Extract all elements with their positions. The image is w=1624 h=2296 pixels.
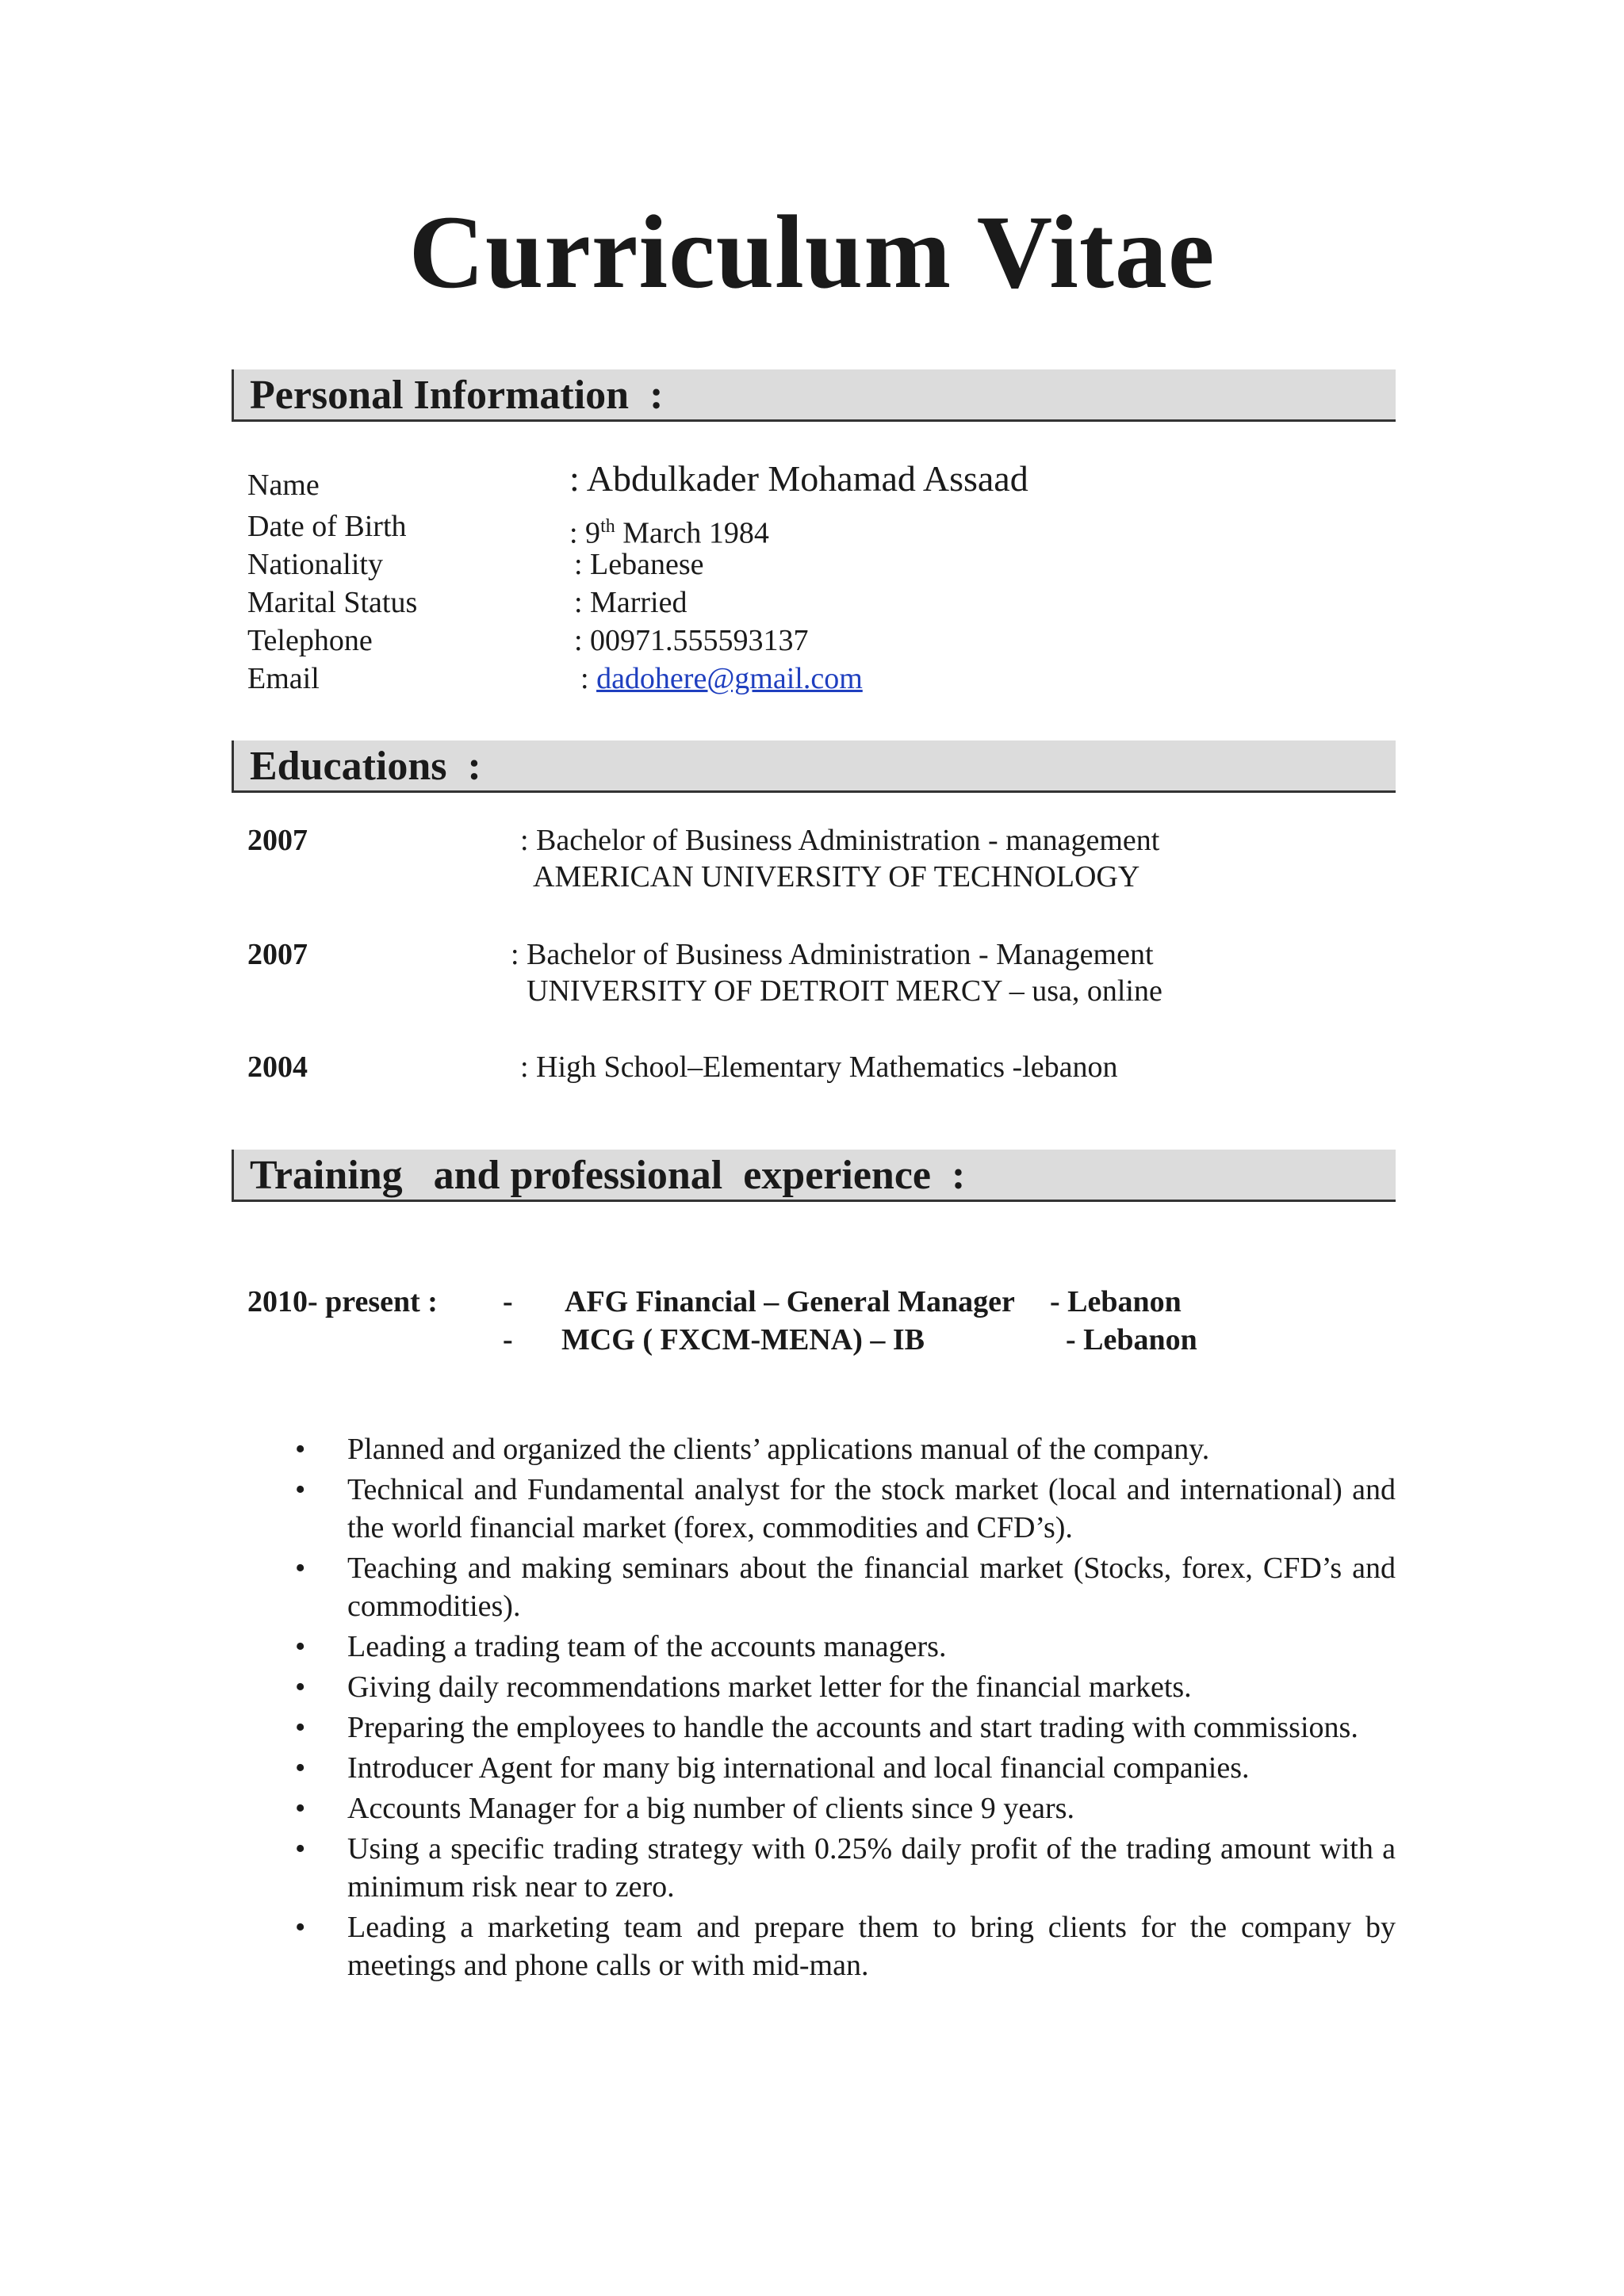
bullet-text: Introducer Agent for many big international and local financial companies. [347,1751,1250,1785]
email-link[interactable]: dadohere@gmail.com [596,662,863,695]
bullet-text: Leading a trading team of the accounts managers. [347,1630,947,1663]
education-year: 2007 [247,938,308,971]
job-role: MCG ( FXCM-MENA) – IB [561,1323,925,1357]
bullet-icon: • [295,1832,306,1866]
telephone-label: Telephone [247,624,373,657]
bullet-text: Teaching and making seminars about the financial market (Stocks, forex, CFD’s and commodities). [347,1552,1396,1623]
bullet-text: Giving daily recommendations market letter for the financial markets. [347,1670,1192,1704]
job-location: - Lebanon [1050,1285,1182,1318]
section-heading-personal-information: Personal Information : [232,369,1396,422]
list-item [285,1471,1396,1547]
dob-day: : 9 [569,516,601,550]
job-dash: - [503,1285,513,1318]
list-item [285,1749,1396,1787]
job-role: AFG Financial – General Manager [565,1285,1015,1318]
email-prefix: : [580,662,597,695]
education-degree: : Bachelor of Business Administration - Management [511,938,1154,971]
marital-status-value: : Married [574,586,688,619]
email-label: Email [247,662,320,695]
page-title: Curriculum Vitae [408,193,1216,310]
dob-label: Date of Birth [247,510,407,543]
education-degree: : Bachelor of Business Administration - management [520,824,1160,857]
dob-month-year: March 1984 [615,516,769,550]
name-value: : Abdulkader Mohamad Assaad [569,458,1028,499]
bullet-text: Planned and organized the clients’ applications manual of the company. [347,1433,1210,1466]
bullet-icon: • [295,1670,306,1704]
list-item [285,1830,1396,1906]
bullet-text: Preparing the employees to handle the accounts and start trading with commissions. [347,1711,1358,1744]
job-dash: - [503,1323,513,1357]
education-year: 2004 [247,1050,308,1084]
education-university: AMERICAN UNIVERSITY OF TECHNOLOGY [533,860,1140,894]
email-value [580,660,863,698]
list-item [285,1789,1396,1827]
bullet-icon: • [295,1552,306,1585]
bullet-text: Accounts Manager for a big number of clients since 9 years. [347,1792,1074,1825]
job-location: - Lebanon [1066,1323,1197,1357]
section-heading-experience: Training and professional experience : [232,1150,1396,1202]
bullet-icon: • [295,1630,306,1663]
name-label: Name [247,469,320,502]
list-item [285,1709,1396,1747]
education-year: 2007 [247,824,308,857]
education-university: UNIVERSITY OF DETROIT MERCY – usa, online [527,974,1162,1008]
telephone-value: : 00971.555593137 [574,624,809,657]
bullet-icon: • [295,1751,306,1785]
list-item [285,1908,1396,1984]
bullet-text: Using a specific trading strategy with 0.25% daily profit of the trading amount with a minimum risk near to zero. [347,1832,1396,1904]
experience-period: 2010- present : [247,1285,438,1318]
list-item [285,1430,1396,1468]
bullet-icon: • [295,1792,306,1825]
marital-status-label: Marital Status [247,586,418,619]
list-item [285,1668,1396,1706]
bullet-text: Technical and Fundamental analyst for the stock market (local and international) and the world financial market (forex, commodities and CFD’s). [347,1473,1396,1544]
bullet-icon: • [295,1711,306,1744]
bullet-text: Leading a marketing team and prepare them to bring clients for the company by meetings and phone calls or with mid-man. [347,1911,1396,1982]
bullet-icon: • [295,1433,306,1466]
bullet-icon: • [295,1911,306,1944]
section-heading-educations: Educations : [232,740,1396,793]
list-item [285,1628,1396,1666]
list-item [285,1549,1396,1625]
dob-suffix: th [600,516,615,537]
bullet-icon: • [295,1473,306,1506]
nationality-label: Nationality [247,548,383,581]
education-degree: : High School–Elementary Mathematics -lebanon [520,1050,1118,1084]
nationality-value: : Lebanese [574,548,704,581]
experience-bullet-list [285,1430,1396,1987]
